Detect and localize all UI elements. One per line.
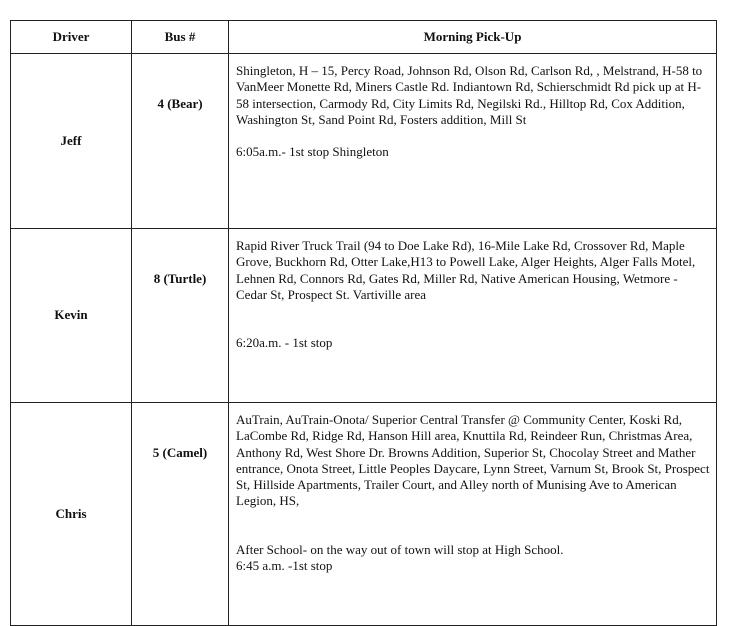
spacer [236,128,711,144]
table-row [11,229,717,403]
driver-name: Chris [11,403,132,626]
first-stop-time: 6:05a.m.- 1st stop Shingleton [236,144,389,160]
spacer [236,510,711,542]
bus-number: 5 (Camel) [132,403,229,626]
route-stops: AuTrain, AuTrain-Onota/ Superior Central Transfer @ Community Center, Koski Rd, LaCombe Rd, Ridge Rd, Hanson Hill area, Knuttila Rd, Reindeer Run, Christmas Area, Anthony Rd, West Shore Dr. Browns Addition, Superior St, Chocolay Street and Mather entrance, Onota Street, Little Peoples Daycare, Lynn Street, Varnum St, Brook St, Prospect St, Hillside Apartments, Trailer Court, and Alley north of Munising Ave to American Legion, HS, [236,412,710,509]
header-bus-number: Bus # [132,21,229,54]
route-cell [229,403,717,626]
header-row [11,21,717,54]
route-stops: Rapid River Truck Trail (94 to Doe Lake Rd), 16-Mile Lake Rd, Crossover Rd, Maple Grove, Buckhorn Rd, Otter Lake,H13 to Powell Lake, Alger Heights, Alger Falls Motel, Lehnen Rd, Connors Rd, Gates Rd, Miller Rd, Native American Housing, Wetmore - Cedar St, Prospect St. Vartiville area [236,238,696,302]
bus-number: 4 (Bear) [132,54,229,229]
after-school-note: After School- on the way out of town will stop at High School. [236,541,564,557]
route-cell [229,229,717,403]
table-row [11,54,717,229]
driver-name: Kevin [11,229,132,403]
driver-name: Jeff [11,54,132,229]
first-stop-time: 6:20a.m. - 1st stop [236,335,333,351]
first-stop-time: 6:45 a.m. -1st stop [236,558,333,574]
spacer [236,303,711,335]
header-driver: Driver [11,21,132,54]
route-cell [229,54,717,229]
bus-number: 8 (Turtle) [132,229,229,403]
bus-schedule-table [10,20,717,626]
header-morning-pickup: Morning Pick-Up [229,21,717,54]
table-row [11,403,717,626]
route-stops: Shingleton, H – 15, Percy Road, Johnson Rd, Olson Rd, Carlson Rd, , Melstrand, H-58 to VanMeer Monette Rd, Miners Castle Rd. Indiantown Rd, Schierschmidt Rd pick up at H-58 intersection, Carmody Rd, City Limits Rd, Negilski Rd., Hilltop Rd, Cox Addition, Washington St, Sand Point Rd, Fosters addition, Mill St [236,63,703,127]
